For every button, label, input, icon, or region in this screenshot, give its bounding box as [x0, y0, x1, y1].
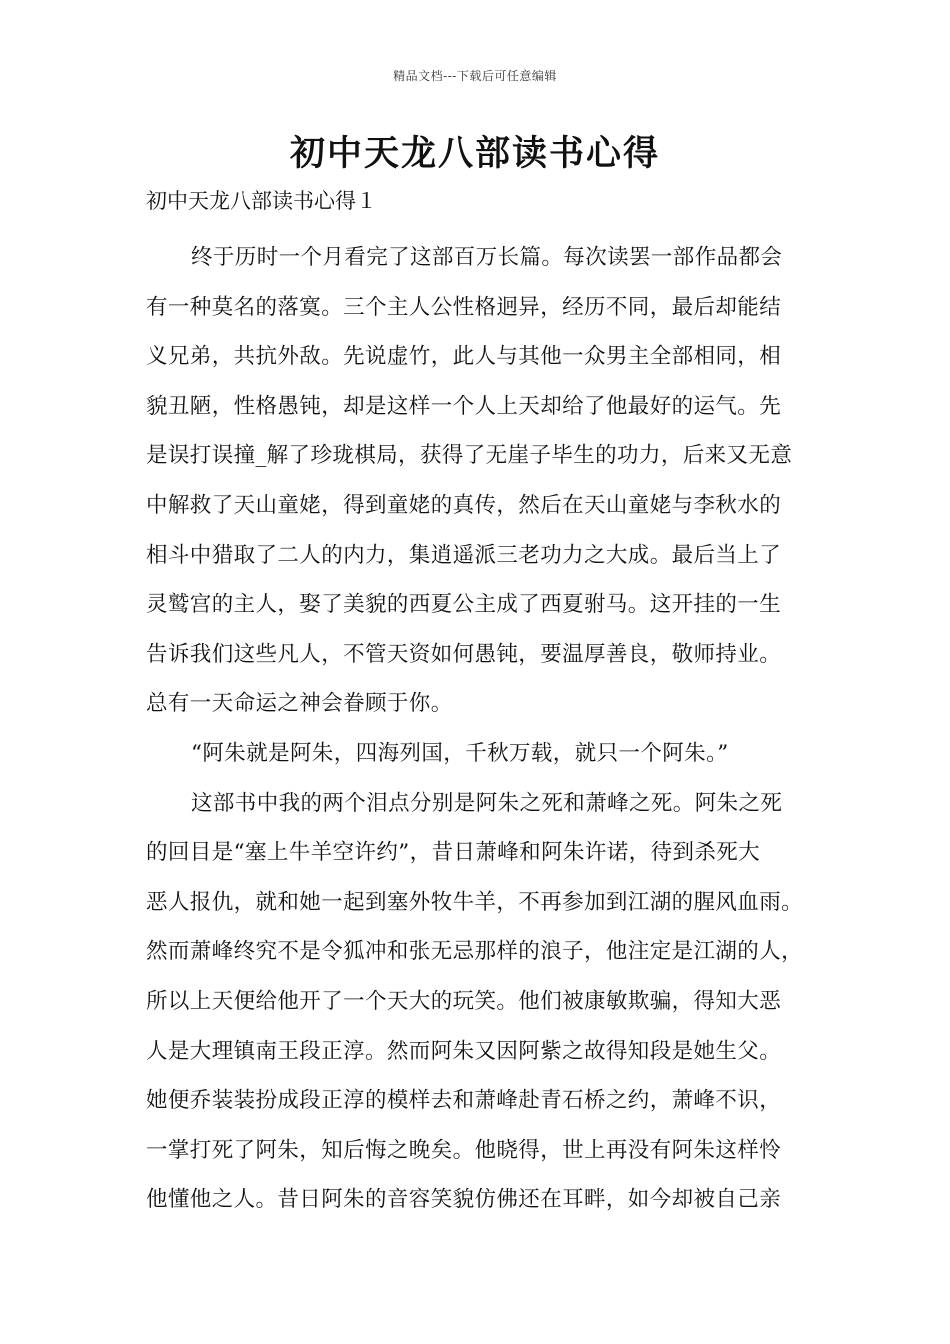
- text-line: 所以上天便给他开了一个天大的玩笑。他们被康敏欺骗，得知大恶: [146, 988, 782, 1014]
- text-line: “阿朱就是阿朱，四海列国，千秋万载，就只一个阿朱。”: [191, 740, 729, 766]
- text-line: 有一种莫名的落寞。三个主人公性格迥异，经历不同，最后却能结: [146, 294, 782, 320]
- text-line: 告诉我们这些凡人，不管天资如何愚钝，要温厚善良，敬师持业。: [146, 641, 782, 667]
- text-line: 她便乔装装扮成段正淳的模样去和萧峰赴青石桥之约，萧峰不识，: [146, 1088, 782, 1114]
- paragraph-1: [146, 233, 818, 729]
- text-line: 人是大理镇南王段正淳。然而阿朱又因阿紫之故得知段是她生父。: [146, 1038, 782, 1064]
- header-note: 精品文档---下载后可任意编辑: [393, 69, 557, 83]
- paragraph-3: [146, 779, 818, 1225]
- text-line: 总有一天命运之神会眷顾于你。: [146, 691, 453, 717]
- paragraph-2-quote: [146, 729, 818, 779]
- text-line: 这部书中我的两个泪点分别是阿朱之死和萧峰之死。阿朱之死: [191, 790, 783, 816]
- text-line: 的回目是“塞上牛羊空许约”，昔日萧峰和阿朱许诺，待到杀死大: [146, 840, 761, 866]
- text-line: 恶人报仇，就和她一起到塞外牧牛羊，不再参加到江湖的腥风血雨。: [146, 889, 804, 915]
- text-line: 貌丑陋，性格愚钝，却是这样一个人上天却给了他最好的运气。先: [146, 393, 782, 419]
- text-line: 灵鹫宫的主人，娶了美貌的西夏公主成了西夏驸马。这开挂的一生: [146, 592, 782, 618]
- text-line: 义兄弟，共抗外敌。先说虚竹，此人与其他一众男主全部相同，相: [146, 344, 782, 370]
- text-line: 一掌打死了阿朱，知后悔之晚矣。他晓得，世上再没有阿朱这样怜: [146, 1137, 782, 1163]
- text-line: 中解救了天山童姥，得到童姥的真传，然后在天山童姥与李秋水的: [146, 492, 782, 518]
- text-line: 相斗中猎取了二人的内力，集逍遥派三老功力之大成。最后当上了: [146, 542, 782, 568]
- text-line: 终于历时一个月看完了这部百万长篇。每次读罢一部作品都会: [191, 245, 783, 270]
- text-line: 然而萧峰终究不是令狐冲和张无忌那样的浪子，他注定是江湖的人，: [146, 939, 804, 965]
- document-body: [146, 233, 818, 1225]
- document-subtitle: 初中天龙八部读书心得１: [146, 189, 377, 213]
- text-line: 是误打误撞_解了珍珑棋局，获得了无崖子毕生的功力，后来又无意: [146, 443, 793, 469]
- document-title: 初中天龙八部读书心得: [289, 133, 660, 174]
- text-line: 他懂他之人。昔日阿朱的音容笑貌仿佛还在耳畔，如今却被自己亲: [146, 1187, 782, 1213]
